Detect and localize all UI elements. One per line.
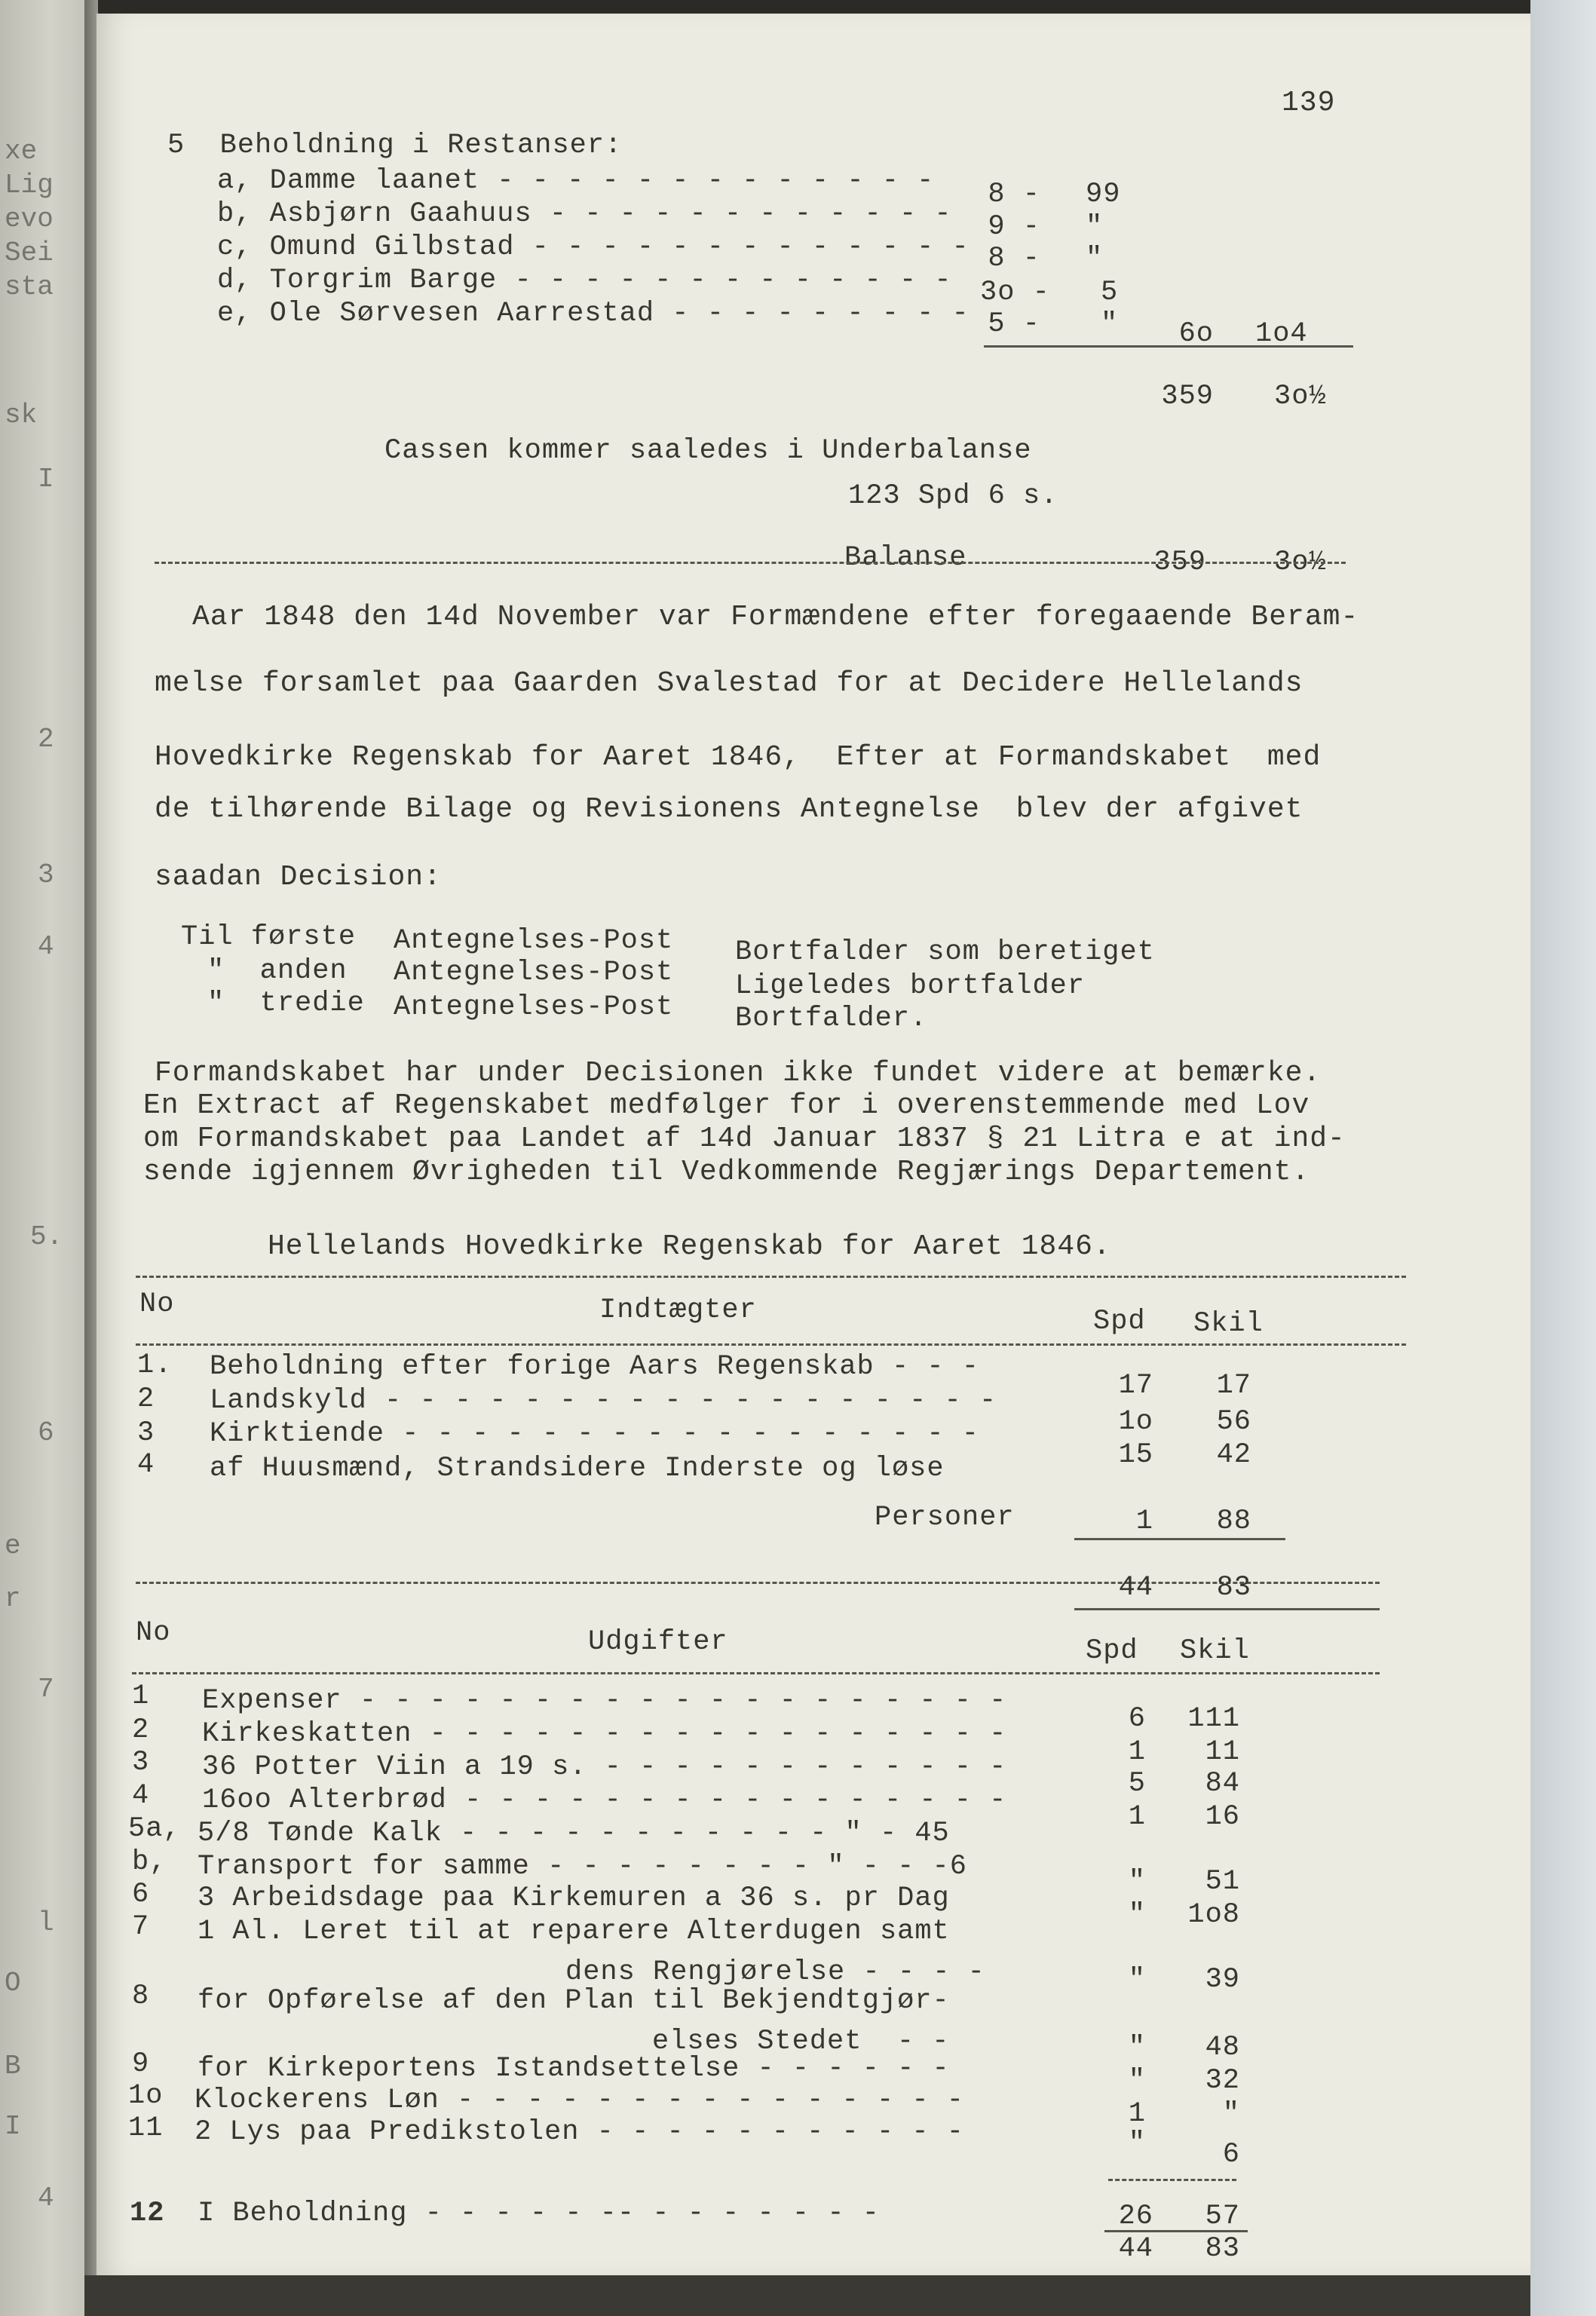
- expense-row-no: 2: [132, 1714, 150, 1746]
- income-total-skil: 83: [1216, 1572, 1251, 1604]
- paragraph-line: Aar 1848 den 14d November var Formændene efter foregaaende Beram-: [192, 601, 1359, 633]
- expense-row-spd: ": [1128, 2065, 1146, 2097]
- closing-line: sende igjennem Øvrigheden til Vedkommende Regjærings Departement.: [143, 1156, 1310, 1188]
- restanser-subtotal-skil: 1o4: [1255, 318, 1308, 350]
- restanse-skil: 5: [1101, 277, 1119, 308]
- facing-page-fragment: 6: [38, 1417, 54, 1448]
- restanse-label: c, Omund Gilbstad - - - - - - - - - - - - -: [217, 231, 970, 263]
- expense-row-skil: 1o8: [1187, 1899, 1240, 1931]
- expense-row-spd: 1: [1128, 2098, 1146, 2130]
- expense-row-text: Kirkeskatten - - - - - - - - - - - - - - - - -: [202, 1718, 1007, 1750]
- expense-row-no: 3: [132, 1747, 150, 1778]
- expenses-header-title: Udgifter: [588, 1626, 728, 1658]
- expense-row-spd: ": [1128, 1964, 1146, 1996]
- expense-row-text: dens Rengjørelse - - - -: [565, 1956, 985, 1988]
- restanse-skil: ": [1086, 243, 1104, 274]
- restanse-spd: 9 -: [988, 211, 1040, 243]
- decision-post: Antegnelses-Post: [394, 957, 674, 988]
- decision-ruling: Bortfalder som beretiget: [735, 936, 1155, 968]
- expense-row-no: 8: [132, 1981, 150, 2012]
- section5-total-spd: 359: [1161, 381, 1214, 412]
- income-header-no: No: [139, 1288, 175, 1320]
- income-subtotal-rule: [1074, 1538, 1285, 1540]
- income-total-spd: 44: [1118, 1572, 1153, 1604]
- section5-title: 5 Beholdning i Restanser:: [167, 130, 623, 161]
- expenses-total-skil: 83: [1205, 2233, 1240, 2265]
- beholdning-spd: 26: [1118, 2201, 1153, 2232]
- expense-row-spd: 6: [1128, 1703, 1146, 1735]
- facing-page-fragment: l: [38, 1907, 54, 1938]
- closing-line: En Extract af Regenskabet medfølger for i overenstemmende med Lov: [143, 1089, 1310, 1122]
- expense-row-no: 7: [132, 1911, 150, 1943]
- expense-row-text: Transport for samme - - - - - - - - " - - -6: [198, 1851, 967, 1883]
- expenses-subtotal-rule: [1108, 2179, 1236, 2181]
- facing-page-fragment: I: [38, 464, 54, 495]
- decision-prefix: " anden: [207, 955, 348, 987]
- income-row-skil: 88: [1216, 1506, 1251, 1537]
- casse-line-2: 123 Spd 6 s.: [848, 480, 1058, 512]
- balanse-spd: 359: [1153, 547, 1206, 578]
- paragraph-line: de tilhørende Bilage og Revisionens Antegnelse blev der afgivet: [155, 793, 1303, 826]
- expense-row-text: Klockerens Løn - - - - - - - - - - - - - - -: [195, 2085, 964, 2116]
- facing-page-fragment: sta: [5, 271, 54, 302]
- account-title: Hellelands Hovedkirke Regenskab for Aaret 1846.: [268, 1230, 1111, 1263]
- expense-row-spd: ": [1128, 1866, 1146, 1898]
- beholdning-text: I Beholdning - - - - - -- - - - - - - -: [198, 2198, 880, 2229]
- income-row-text: Landskyld - - - - - - - - - - - - - - - - - -: [210, 1385, 997, 1417]
- facing-page-fragment: Sei: [5, 237, 54, 268]
- restanse-label: e, Ole Sørvesen Aarrestad - - - - - - - - -: [217, 298, 970, 329]
- account-title-rule: [136, 1276, 1406, 1278]
- expense-row-skil: ": [1222, 2098, 1240, 2130]
- expenses-total-spd: 44: [1118, 2233, 1153, 2265]
- expense-row-text: 2 Lys paa Predikstolen - - - - - - - - - - -: [195, 2116, 964, 2148]
- restanse-spd: 8 -: [988, 179, 1040, 210]
- expenses-header-skil: Skil: [1180, 1635, 1250, 1667]
- income-total-underline: [1074, 1608, 1380, 1610]
- expense-row-spd: ": [1128, 2128, 1146, 2159]
- facing-page-fragment: 2: [38, 724, 54, 755]
- expense-row-no: b,: [132, 1846, 167, 1878]
- income-row-text: Kirktiende - - - - - - - - - - - - - - - - -: [210, 1418, 979, 1450]
- facing-page-fragment: Lig: [5, 170, 54, 201]
- income-row-no: 1.: [137, 1349, 173, 1381]
- decision-post: Antegnelses-Post: [394, 991, 674, 1023]
- expense-row-skil: 48: [1205, 2032, 1240, 2063]
- income-row-spd: 1: [1135, 1506, 1153, 1537]
- restanser-subtotal-spd: 6o: [1178, 318, 1214, 350]
- income-row-spd: 17: [1118, 1370, 1153, 1402]
- beholdning-skil: 57: [1205, 2201, 1240, 2232]
- facing-page-fragment: 4: [38, 931, 54, 962]
- expense-row-no: 9: [132, 2048, 150, 2080]
- facing-page-fragment: 5.: [30, 1221, 63, 1252]
- expense-row-no: 1: [132, 1680, 150, 1712]
- expense-row-text: 5/8 Tønde Kalk - - - - - - - - - - - " - 45: [198, 1818, 950, 1849]
- expense-row-no: 11: [128, 2112, 164, 2144]
- restanse-spd: 8 -: [988, 243, 1040, 274]
- income-row-no: 2: [137, 1383, 155, 1415]
- income-row-skil: 17: [1216, 1370, 1251, 1402]
- restanse-skil: ": [1101, 308, 1119, 340]
- casse-line-1: Cassen kommer saaledes i Underbalanse: [384, 435, 1032, 467]
- restanse-skil: ": [1086, 211, 1104, 243]
- expense-row-no: 5a,: [128, 1813, 181, 1845]
- facing-page-fragment: I: [5, 2111, 21, 2142]
- income-row-spd: 1o: [1118, 1406, 1153, 1438]
- facing-page-fragment: 7: [38, 1674, 54, 1705]
- paragraph-line: Hovedkirke Regenskab for Aaret 1846, Efter at Formandskabet med: [155, 741, 1322, 774]
- facing-page-fragment: r: [5, 1583, 21, 1614]
- income-row-skil: 56: [1216, 1406, 1251, 1438]
- expense-row-text: Expenser - - - - - - - - - - - - - - - - - - -: [202, 1685, 1007, 1717]
- restanse-label: a, Damme laanet - - - - - - - - - - - - -: [217, 165, 935, 197]
- subtotal-rule: [984, 345, 1353, 348]
- decision-post: Antegnelses-Post: [394, 925, 674, 957]
- facing-page-fragment: O: [5, 1968, 21, 1999]
- balanse-skil: 3o½: [1274, 547, 1327, 578]
- expense-row-text: for Kirkeportens Istandsettelse - - - - - -: [198, 2053, 950, 2085]
- beholdning-no: 12: [130, 2198, 165, 2229]
- decision-ruling: Bortfalder.: [735, 1003, 928, 1034]
- expense-row-spd: ": [1128, 2032, 1146, 2063]
- income-header-spd: Spd: [1093, 1306, 1146, 1337]
- restanse-spd: 3o -: [980, 277, 1050, 308]
- expense-row-no: 1o: [128, 2080, 164, 2112]
- page-edge-right: [1530, 0, 1596, 2316]
- income-row-text: Personer: [875, 1502, 1015, 1533]
- expense-row-skil: 51: [1205, 1866, 1240, 1898]
- restanse-skil: 99: [1086, 179, 1121, 210]
- expense-row-text: for Opførelse af den Plan til Bekjendtgjør-: [198, 1985, 950, 2017]
- paragraph-line: melse forsamlet paa Gaarden Svalestad for at Decidere Hellelands: [155, 667, 1303, 700]
- expense-row-no: 4: [132, 1780, 150, 1812]
- expense-row-spd: 1: [1128, 1801, 1146, 1833]
- page-edge-bottom: [84, 2275, 1530, 2316]
- expense-row-skil: 111: [1187, 1703, 1240, 1735]
- decision-ruling: Ligeledes bortfalder: [735, 970, 1086, 1002]
- expense-row-no: 6: [132, 1879, 150, 1910]
- closing-line: om Formandskabet paa Landet af 14d Januar 1837 § 21 Litra e at ind-: [143, 1123, 1346, 1155]
- facing-page-fragment: sk: [5, 400, 38, 430]
- facing-page-fragment: xe: [5, 136, 38, 167]
- income-header-skil: Skil: [1193, 1308, 1264, 1340]
- facing-page-fragment: e: [5, 1530, 21, 1561]
- expenses-total-rule: [1104, 2230, 1248, 2232]
- restanse-label: b, Asbjørn Gaahuus - - - - - - - - - - - -: [217, 198, 952, 230]
- income-header-title: Indtægter: [599, 1294, 757, 1326]
- expense-row-text: elses Stedet - -: [652, 2026, 950, 2057]
- facing-page-fragment: 3: [38, 859, 54, 890]
- expense-row-text: 36 Potter Viin a 19 s. - - - - - - - - - - - -: [202, 1751, 1007, 1783]
- expense-row-skil: 32: [1205, 2065, 1240, 2097]
- expense-row-text: 16oo Alterbrød - - - - - - - - - - - - - - - -: [202, 1784, 1007, 1816]
- facing-page-fragment: B: [5, 2051, 21, 2082]
- expense-row-text: 3 Arbeidsdage paa Kirkemuren a 36 s. pr Dag: [198, 1883, 950, 1914]
- expenses-header-rule: [132, 1672, 1380, 1674]
- page-number: 139: [1282, 87, 1336, 119]
- income-row-spd: 15: [1118, 1439, 1153, 1471]
- facing-page-fragment: 4: [38, 2183, 54, 2213]
- expense-row-skil: 39: [1205, 1964, 1240, 1996]
- income-header-rule: [136, 1343, 1406, 1346]
- income-row-text: af Huusmænd, Strandsidere Inderste og løse: [210, 1453, 945, 1484]
- expense-row-spd: ": [1128, 1899, 1146, 1931]
- paragraph-line: saadan Decision:: [155, 861, 442, 893]
- balanse-rule: [155, 562, 1346, 564]
- expense-row-text: 1 Al. Leret til at reparere Alterdugen samt: [198, 1916, 950, 1947]
- expense-row-skil: 16: [1205, 1801, 1240, 1833]
- decision-prefix: Til første: [181, 921, 357, 953]
- expense-row-skil: 6: [1222, 2139, 1240, 2170]
- decision-prefix: " tredie: [207, 988, 365, 1019]
- expense-row-skil: 11: [1205, 1736, 1240, 1768]
- income-row-no: 4: [137, 1449, 155, 1481]
- balanse-label: Balanse: [844, 542, 967, 574]
- section5-total-skil: 3o½: [1274, 381, 1327, 412]
- expenses-header-no: No: [136, 1617, 171, 1649]
- expenses-header-spd: Spd: [1086, 1635, 1138, 1667]
- restanse-label: d, Torgrim Barge - - - - - - - - - - - - -: [217, 265, 952, 296]
- income-row-skil: 42: [1216, 1439, 1251, 1471]
- facing-page-edge: [0, 0, 84, 2316]
- income-row-text: Beholdning efter forige Aars Regenskab - - -: [210, 1351, 979, 1383]
- income-row-no: 3: [137, 1417, 155, 1449]
- restanse-spd: 5 -: [988, 308, 1040, 340]
- expense-row-spd: 5: [1128, 1768, 1146, 1800]
- expense-row-skil: 84: [1205, 1768, 1240, 1800]
- facing-page-fragment: evo: [5, 204, 54, 234]
- expense-row-spd: 1: [1128, 1736, 1146, 1768]
- closing-line: Formandskabet har under Decisionen ikke fundet videre at bemærke.: [155, 1057, 1322, 1089]
